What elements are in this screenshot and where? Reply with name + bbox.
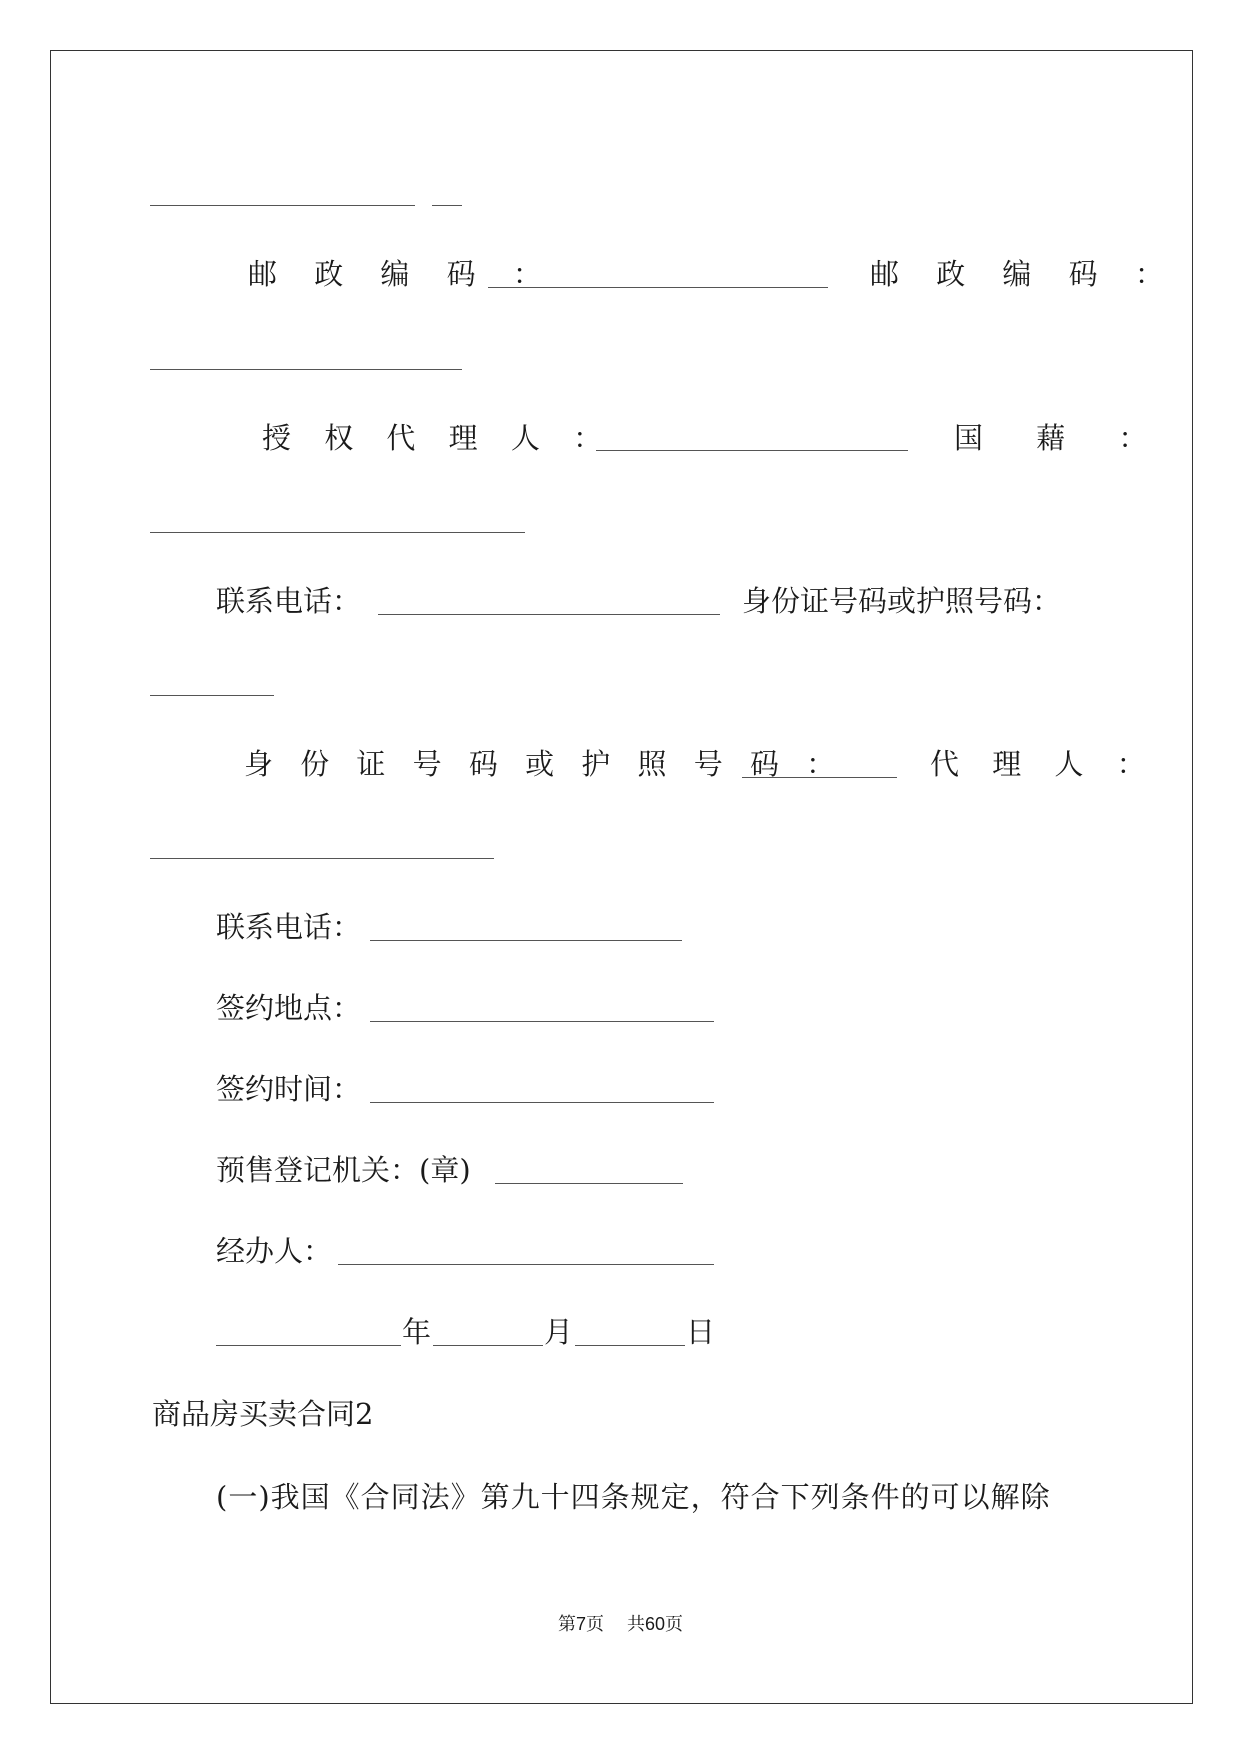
postcode-blank[interactable] [488, 287, 828, 288]
nationality-label: 国 藉 ： [954, 421, 1170, 455]
day-label: 日 [686, 1315, 716, 1349]
sign-time-label: 签约时间： [216, 1072, 362, 1106]
nationality-blank[interactable] [150, 532, 525, 533]
blank-line[interactable] [432, 205, 462, 206]
blank-line[interactable] [150, 205, 415, 206]
proxy-blank[interactable] [150, 858, 494, 859]
registry-blank[interactable] [495, 1183, 683, 1184]
sign-place-blank[interactable] [370, 1021, 714, 1022]
year-blank[interactable] [216, 1345, 401, 1346]
postcode-label: 邮 政 编 码 ： [248, 257, 556, 291]
footer-page-number: 7 [576, 1614, 587, 1634]
phone-label: 联系电话： [216, 910, 362, 944]
proxy-label: 代 理 人 ： [930, 747, 1158, 781]
day-blank[interactable] [575, 1345, 685, 1346]
postcode-blank[interactable] [150, 369, 462, 370]
page-border [50, 50, 1193, 1704]
id-label: 身 份 证 号 码 或 护 照 号 码 ： [244, 747, 845, 781]
month-blank[interactable] [433, 1345, 543, 1346]
handler-label: 经办人： [216, 1234, 333, 1268]
body-paragraph: (一)我国《合同法》第九十四条规定，符合下列条件的可以解除 [216, 1480, 1051, 1514]
sign-time-blank[interactable] [370, 1102, 714, 1103]
page-footer [0, 1612, 1241, 1637]
section-title: 商品房买卖合同2 [152, 1397, 374, 1431]
agent-blank[interactable] [596, 450, 908, 451]
handler-blank[interactable] [338, 1264, 714, 1265]
footer-page-prefix: 第 [558, 1614, 577, 1635]
footer-total-unit: 页 [664, 1614, 683, 1635]
registry-label: 预售登记机关：(章) [216, 1153, 471, 1187]
postcode-label: 邮 政 编 码 ： [870, 257, 1178, 291]
phone-blank[interactable] [370, 940, 682, 941]
agent-label: 授 权 代 理 人 ： [262, 421, 615, 455]
id-label: 身份证号码或护照号码： [742, 584, 1062, 618]
sign-place-label: 签约地点： [216, 991, 362, 1025]
footer-total-pages: 60 [644, 1614, 665, 1634]
phone-label: 联系电话： [216, 584, 362, 618]
month-label: 月 [544, 1315, 574, 1349]
id-blank[interactable] [150, 695, 274, 696]
id-blank[interactable] [742, 777, 897, 778]
footer-page-unit: 页 [586, 1614, 605, 1635]
footer-total-prefix: 共 [626, 1614, 645, 1635]
year-label: 年 [402, 1315, 432, 1349]
phone-blank[interactable] [378, 614, 720, 615]
